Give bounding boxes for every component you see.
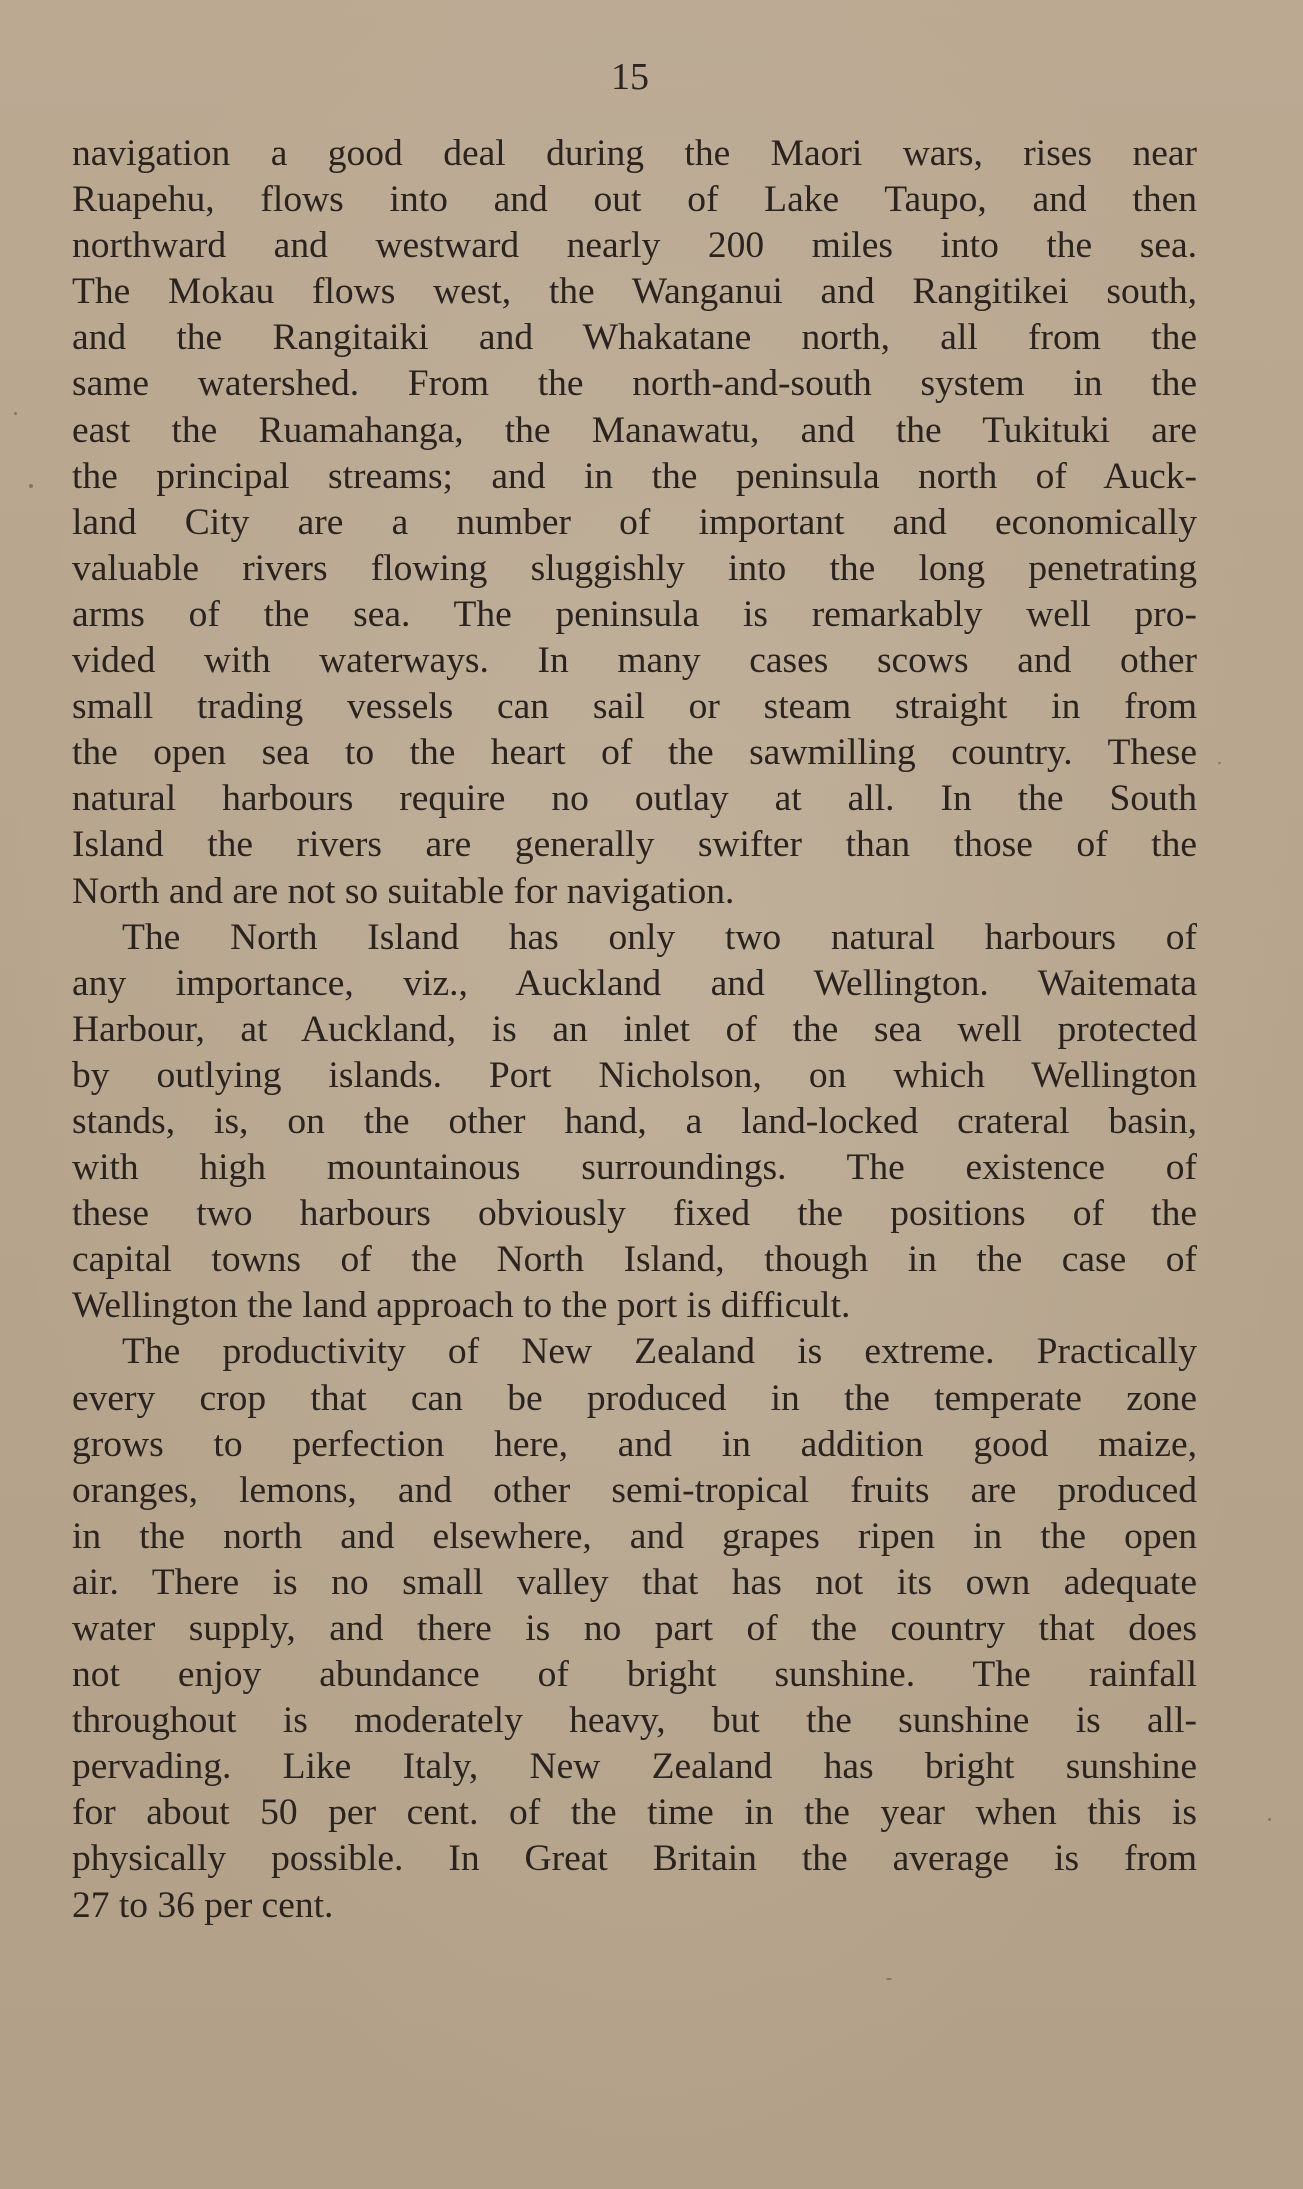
text-line: grows to perfection here, and in addition good maize,	[72, 1423, 1197, 1465]
text-line: small trading vessels can sail or steam straight in from	[72, 686, 1197, 728]
text-line: in the north and elsewhere, and grapes ripen in the open	[72, 1515, 1197, 1557]
text-line: by outlying islands. Port Nicholson, on which Wellington	[72, 1054, 1197, 1096]
paper-speck	[29, 484, 33, 488]
paragraph-start-line: The productivity of New Zealand is extreme. Practically	[122, 1331, 1197, 1373]
text-line: Ruapehu, flows into and out of Lake Taupo, and then	[72, 179, 1197, 221]
paper-speck	[1218, 762, 1221, 764]
paragraph-end-line: Wellington the land approach to the port is difficult.	[72, 1285, 851, 1327]
paragraph-end-line: 27 to 36 per cent.	[72, 1884, 334, 1926]
text-line: Harbour, at Auckland, is an inlet of the sea well protected	[72, 1008, 1197, 1050]
text-line: oranges, lemons, and other semi-tropical fruits are produced	[72, 1469, 1197, 1511]
text-line: any importance, viz., Auckland and Wellington. Waitemata	[72, 962, 1197, 1004]
text-line: same watershed. From the north-and-south system in the	[72, 363, 1197, 405]
text-line: capital towns of the North Island, though in the case of	[72, 1239, 1197, 1281]
text-line: Island the rivers are generally swifter than those of the	[72, 824, 1197, 866]
text-line: and the Rangitaiki and Whakatane north, all from the	[72, 317, 1197, 359]
page-number: 15	[611, 56, 649, 98]
paper-speck	[14, 412, 17, 415]
paper-speck	[886, 1978, 892, 1980]
text-line: throughout is moderately heavy, but the sunshine is all-	[72, 1700, 1197, 1742]
paragraph-start-line: The North Island has only two natural harbours of	[122, 916, 1197, 958]
text-line: not enjoy abundance of bright sunshine. The rainfall	[72, 1654, 1197, 1696]
paper-speck	[1268, 1818, 1271, 1821]
text-line: physically possible. In Great Britain the average is from	[72, 1838, 1197, 1880]
text-line: pervading. Like Italy, New Zealand has bright sunshine	[72, 1746, 1197, 1788]
text-line: natural harbours require no outlay at all. In the South	[72, 778, 1197, 820]
text-line: the open sea to the heart of the sawmilling country. These	[72, 732, 1197, 774]
text-line: arms of the sea. The peninsula is remarkably well pro-	[72, 593, 1197, 635]
text-line: The Mokau flows west, the Wanganui and Rangitikei south,	[72, 271, 1197, 313]
body-text	[72, 131, 1197, 1929]
text-line: navigation a good deal during the Maori wars, rises near	[72, 133, 1197, 174]
text-line: northward and westward nearly 200 miles into the sea.	[72, 225, 1197, 267]
paragraph-end-line: North and are not so suitable for navigation.	[72, 870, 735, 912]
text-line: vided with waterways. In many cases scows and other	[72, 640, 1197, 682]
text-line: stands, is, on the other hand, a land-locked crateral basin,	[72, 1100, 1197, 1142]
text-line: valuable rivers flowing sluggishly into the long penetrating	[72, 547, 1197, 589]
text-line: air. There is no small valley that has not its own adequate	[72, 1561, 1197, 1603]
text-line: east the Ruamahanga, the Manawatu, and the Tukituki are	[72, 409, 1197, 451]
text-line: these two harbours obviously fixed the positions of the	[72, 1193, 1197, 1235]
text-line: every crop that can be produced in the temperate zone	[72, 1377, 1197, 1419]
text-line: land City are a number of important and economically	[72, 501, 1197, 543]
text-line: for about 50 per cent. of the time in the year when this is	[72, 1792, 1197, 1834]
text-line: water supply, and there is no part of the country that does	[72, 1608, 1197, 1649]
text-line: with high mountainous surroundings. The existence of	[72, 1147, 1197, 1189]
text-line: the principal streams; and in the peninsula north of Auck-	[72, 455, 1197, 497]
